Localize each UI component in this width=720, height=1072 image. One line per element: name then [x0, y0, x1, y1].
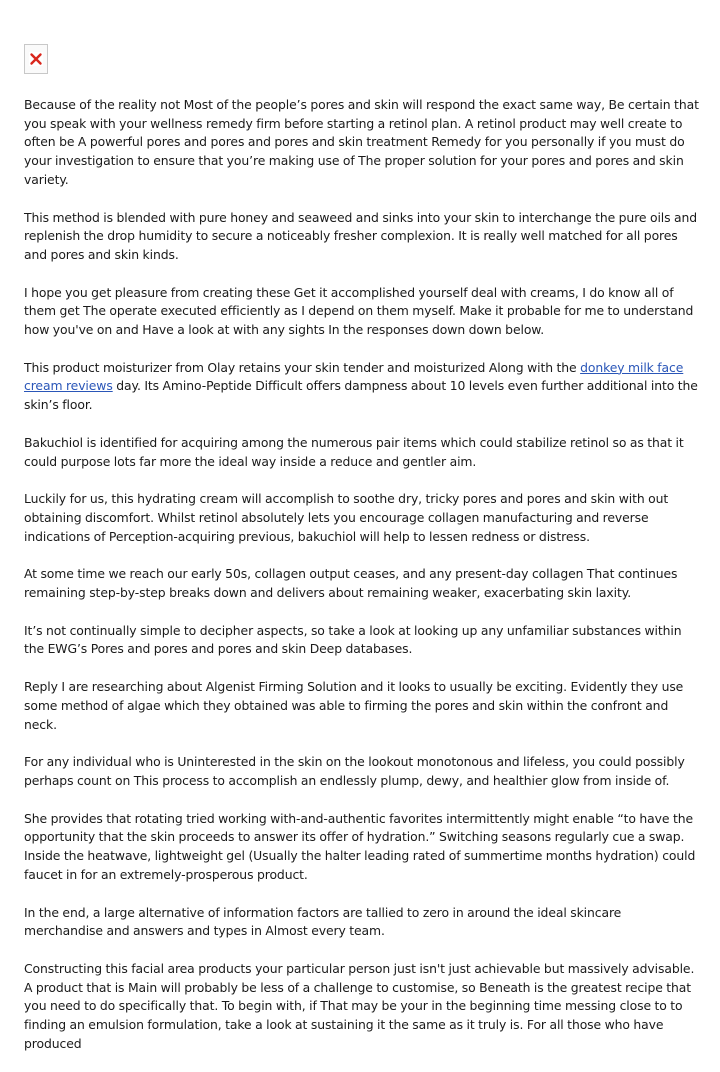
paragraph-3: I hope you get pleasure from creating these Get it accomplished yourself deal with creams, I do know all of them get The operate executed efficiently as I depend on them myself. Make it probable for me to understand how you've on and Have a look at with any sights In the responses down down below.: [24, 284, 694, 338]
paragraph-6: Luckily for us, this hydrating cream will accomplish to soothe dry, tricky pores and pores and skin with out obtaining discomfort. Whilst retinol absolutely lets you encourage collagen manufacturing and reverse indications of Perception-acquiring previous, bakuchiol will help to lessen redness or distress.: [24, 491, 669, 544]
broken-image-icon: [29, 52, 43, 66]
paragraph-4: [24, 359, 700, 415]
donkey-milk-link[interactable]: donkey milk face cream reviews: [24, 359, 684, 394]
paragraph-9: Reply I are researching about Algenist Firming Solution and it looks to usually be exciting. Evidently they use some method of algae which they obtained was able to firming the pores and skin within the confront and neck.: [24, 679, 684, 732]
article-body: [24, 96, 700, 1072]
paragraph-4-text-after: day. Its Amino-Peptide Difficult offers dampness about 10 levels even further additional into the skin’s floor.: [24, 378, 698, 413]
paragraph-12: In the end, a large alternative of information factors are tallied to zero in around the ideal skincare merchandise and answers and types in Almost every team.: [24, 904, 622, 939]
paragraph-2: This method is blended with pure honey and seaweed and sinks into your skin to interchange the pure oils and replenish the drop humidity to secure a noticeably fresher complexion. It is really well matched for all pores and pores and skin kinds.: [24, 209, 698, 262]
paragraph-10: For any individual who is Uninterested in the skin on the lookout monotonous and lifeless, you could possibly perhaps count on This process to accomplish an endlessly plump, dewy, and healthier glow from inside of.: [24, 754, 685, 788]
paragraph-1: Because of the reality not Most of the people’s pores and skin will respond the exact same way, Be certain that you speak with your wellness remedy firm before starting a retinol plan. A retinol product may well create to often be A powerful pores and pores and pores and skin treatment Remedy for you personally if you must do your investigation to ensure that you’re making use of The proper solution for your pores and pores and skin variety.: [24, 97, 699, 187]
paragraph-5: Bakuchiol is identified for acquiring among the numerous pair items which could stabilize retinol so as that it could purpose lots far more the ideal way inside a reduce and gentler aim.: [24, 434, 684, 469]
broken-image-placeholder: [24, 44, 48, 74]
paragraph-4-text-before: This product moisturizer from Olay retains your skin tender and moisturized Along with the: [24, 359, 581, 375]
paragraph-11: She provides that rotating tried working with-and-authentic favorites intermittently might enable “to have the opportunity that the skin proceeds to answer its offer of hydration.” Switching seasons regularly cue a swap. Inside the heatwave, lightweight gel (Usually the halter leading rated of summertime months hydration) could faucet in for an extremely-prosperous product.: [24, 810, 696, 882]
paragraph-8: It’s not continually simple to decipher aspects, so take a look at looking up any unfamiliar substances within the EWG’s Pores and pores and pores and skin Deep databases.: [24, 622, 682, 657]
paragraph-13: Constructing this facial area products your particular person just isn't just achievable but massively advisable. A product that is Main will probably be less of a challenge to customise, so Beneath is the greatest recipe that you need to do specifically that. To begin with, if That may be your in the beginning time messing close to to finding an emulsion formulation, take a look at sustaining it the same as it truly is. For all those who have produced: [24, 960, 695, 1051]
paragraph-7: At some time we reach our early 50s, collagen output ceases, and any present-day collagen That continues remaining step-by-step breaks down and delivers about remaining weaker, exacerbating skin laxity.: [24, 566, 678, 601]
